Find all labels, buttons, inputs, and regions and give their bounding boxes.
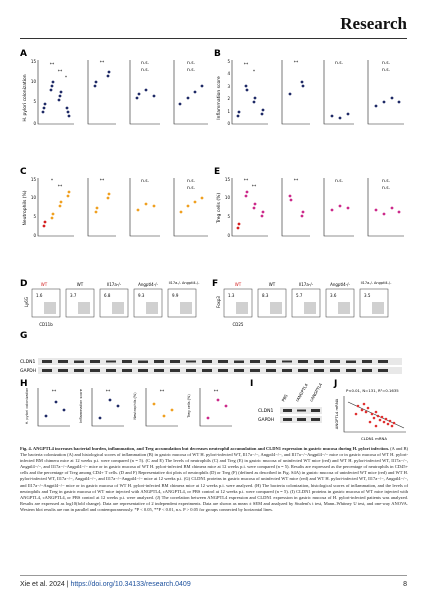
svg-text:Angptl4-/-: Angptl4-/-: [330, 282, 350, 287]
panel-c-sig: [51, 178, 195, 191]
svg-text:*: *: [50, 179, 54, 184]
panel-d: [20, 279, 200, 327]
blot-row-label: CLDN1: [258, 409, 274, 414]
svg-text:5: 5: [33, 214, 36, 219]
svg-text:Il17a-/-: Il17a-/-: [298, 282, 314, 287]
svg-text:**: **: [57, 70, 63, 75]
svg-text:**: **: [293, 179, 299, 184]
panel-letter: F: [212, 279, 219, 289]
blot-row-label: CLDN1: [20, 360, 36, 365]
footer-citation: [20, 581, 191, 588]
doi-link[interactable]: https://doi.org/10.34133/research.0409: [70, 581, 191, 588]
svg-text:*: *: [252, 70, 256, 75]
svg-text:15: 15: [224, 177, 230, 182]
svg-text:9.3: 9.3: [138, 293, 145, 298]
svg-text:n.s.: n.s.: [381, 68, 391, 73]
panel-letter: D: [20, 279, 28, 289]
svg-text:3: 3: [227, 84, 230, 89]
blot-row-label: GAPDH: [258, 418, 275, 423]
figure-4: [18, 46, 410, 441]
svg-text:n.s.: n.s.: [186, 179, 196, 184]
caption-body: (A and B) The bacteria colonization (A) and histological scores of inflammation (B) in gastric mucosa of WT H. pylori-infected WT, Il17a−/−, Angptl4−/−, and Il17a−/−Angptl4−/− mice or in gastric mucosa of WT H. pylori-infected BM chimera mice at 12 weeks p.i. were compared (n = 5). (C and E) The levels of neutrophils (C) and Treg (E) in gastric mucosa of uninfected WT mice (red) and WT H. pylori-infected WT, Il17a−/−, Angptl4−/−, and Il17a−/−Angptl4−/− mice or in gastric mucosa of WT H. pylori-infected BM chimera mice at 12 weeks p.i. were compared (n = 5). Results are expressed as the percentage of neutrophils in CD45+ cells and the percentage of Treg among CD4+ T cells. (D and F) Representative dot plots of neutrophils (D) or Treg (F) (defined as described in Fig. S4A) in gastric mucosa of uninfected WT mice (red) and WT H. pylori-infected WT, Il17a−/−, Angptl4−/−, and Il17a−/−Angptl4−/− mice at 12 weeks p.i. (G) CLDN1 proteins in gastric mucosa of uninfected WT mice (red) and WT H. pylori-infected WT, Il17a−/−, Angptl4−/−, and Il17a−/−Angptl4−/− mice or in gastric mucosa of WT H. pylori-infected BM chimera mice at 12 weeks p.i. were analyzed. (H) The bacteria colonization, histological scores of inflammation, and the levels of neutrophils and Treg in gastric mucosa of WT mice injected with ANGPTL4, cANGPTL4, or PBS control at 12 weeks p.i. were compared (n = 5). (I) CLDN1 proteins in gastric mucosa of WT mice injected with ANGPTL4, cANGPTL4, or PBS control at 12 weeks p.i. were analyzed. (J) The correlation between ANGPTL4 expression and CLDN1 expression in gastric mucosa of H. pylori-infected patients was analyzed. Results are expressed as log10(fold change). Data are representative of 2 independent experiments. Data are shown as mean ± SEM and analyzed by Student's t test, Mann–Whitney U test, and one-way ANOVA. Western blot results are run in parallel and contemporaneously. *P < 0.05, **P < 0.01, n.s. P > 0.05 for groups connected by horizontal lines.: [20, 446, 409, 512]
svg-text:n.s.: n.s.: [381, 186, 391, 191]
svg-text:1.6: 1.6: [36, 293, 43, 298]
axis-label: CD11b: [39, 322, 53, 327]
svg-text:n.s.: n.s.: [140, 61, 150, 66]
flow-plot: [32, 282, 60, 317]
panel-letter: E: [214, 167, 221, 177]
footer-authors: Xie et al. 2024 |: [20, 581, 71, 588]
svg-text:15: 15: [30, 59, 36, 64]
panel-b: [214, 49, 404, 126]
svg-text:n.s.: n.s.: [140, 179, 150, 184]
svg-text:**: **: [99, 61, 105, 66]
svg-text:**: **: [99, 179, 105, 184]
axis-label: H. pylori colonization: [23, 74, 28, 122]
svg-text:6.8: 6.8: [104, 293, 111, 298]
svg-text:0: 0: [33, 233, 36, 238]
svg-text:10: 10: [30, 79, 36, 84]
panel-e-dots: [237, 191, 401, 230]
panel-c-dots: [43, 191, 204, 228]
flow-plot: [134, 282, 162, 317]
panel-letter: A: [20, 49, 27, 59]
axis-label: Neutrophils (%): [133, 392, 137, 420]
panel-a-axes: [38, 60, 208, 124]
panel-b-ticks: [227, 59, 230, 126]
flow-plot: [360, 281, 392, 317]
scatter-points: [355, 403, 396, 428]
svg-text:Angptl4-/-: Angptl4-/-: [138, 282, 158, 287]
svg-text:**: **: [243, 63, 249, 68]
svg-text:15: 15: [30, 177, 36, 182]
panel-letter: I: [250, 379, 254, 389]
panel-b-dots: [237, 81, 401, 120]
footer-divider: [20, 575, 407, 576]
panel-c-ticks: [31, 177, 37, 238]
svg-text:n.s.: n.s.: [140, 68, 150, 73]
axis-label: Treg cells (%): [217, 192, 222, 224]
svg-text:**: **: [49, 63, 55, 68]
panel-b-axes: [232, 60, 404, 124]
svg-text:2: 2: [227, 96, 230, 101]
panel-c: [20, 167, 208, 238]
svg-text:**: **: [213, 390, 219, 395]
panel-j: [333, 379, 406, 441]
svg-text:8.3: 8.3: [262, 293, 269, 298]
svg-text:1: 1: [227, 109, 230, 114]
svg-text:**: **: [243, 179, 249, 184]
flow-plot: [224, 282, 252, 317]
svg-text:WT: WT: [40, 282, 48, 287]
panel-e: [214, 167, 404, 238]
svg-text:10: 10: [30, 195, 36, 200]
axis-label: CLDN1 mRNA: [361, 436, 387, 441]
axis-label: Ly6G: [24, 297, 29, 307]
blot-lane-label: cANGPTL4: [308, 382, 324, 403]
svg-text:5.7: 5.7: [296, 293, 303, 298]
svg-text:**: **: [51, 390, 57, 395]
blot-lane-label: rANGPTL4: [294, 382, 309, 403]
svg-text:5: 5: [227, 214, 230, 219]
svg-text:4: 4: [227, 71, 230, 76]
svg-text:3.6: 3.6: [330, 293, 337, 298]
axis-label: Neutrophils (%): [23, 190, 28, 226]
panel-f: [212, 279, 392, 327]
axis-label: ANGPTL4 mRNA: [334, 398, 339, 430]
panel-a: [20, 49, 208, 126]
svg-text:Il17a-/- Angptl4-/-: Il17a-/- Angptl4-/-: [360, 281, 392, 285]
svg-text:9.9: 9.9: [172, 293, 179, 298]
panel-h: [20, 379, 232, 426]
svg-text:n.s.: n.s.: [381, 179, 391, 184]
svg-text:**: **: [293, 61, 299, 66]
svg-text:*: *: [64, 76, 68, 81]
panel-i: [250, 379, 323, 423]
page-number: 8: [403, 581, 407, 588]
journal-title: Research: [340, 14, 407, 33]
flow-plot: [326, 282, 354, 317]
svg-text:Il17a-/-: Il17a-/-: [106, 282, 122, 287]
svg-text:n.s.: n.s.: [334, 179, 344, 184]
stat-text: P<0.01, N=131, R²=0.1635: [346, 388, 399, 393]
axis-label: Foxp3: [216, 296, 221, 308]
svg-text:1.3: 1.3: [228, 293, 235, 298]
flow-plot: [168, 281, 200, 317]
svg-text:**: **: [159, 390, 165, 395]
svg-text:0: 0: [227, 233, 230, 238]
svg-text:5: 5: [227, 59, 230, 64]
panel-letter: H: [20, 379, 28, 389]
svg-text:n.s.: n.s.: [186, 68, 196, 73]
blot-lane-label: PBS: [280, 393, 289, 403]
flow-plot: [100, 282, 128, 317]
axis-label: CD25: [232, 322, 244, 327]
svg-text:n.s.: n.s.: [381, 61, 391, 66]
flow-plot: [258, 282, 286, 317]
blot-row-label: GAPDH: [20, 369, 37, 374]
svg-text:5: 5: [33, 99, 36, 104]
svg-text:n.s.: n.s.: [186, 186, 196, 191]
header-divider: [20, 38, 407, 39]
svg-text:n.s.: n.s.: [186, 61, 196, 66]
svg-text:WT: WT: [268, 282, 276, 287]
svg-text:n.s.: n.s.: [334, 61, 344, 66]
svg-text:3.7: 3.7: [70, 293, 77, 298]
panel-letter: G: [20, 331, 28, 341]
axis-label: Inflammation score: [217, 76, 222, 120]
panel-letter: C: [20, 167, 27, 177]
svg-text:**: **: [105, 390, 111, 395]
axis-label: Treg cells (%): [187, 394, 191, 418]
axis-label: H. pylori colonization: [25, 387, 29, 425]
svg-text:3.5: 3.5: [364, 293, 371, 298]
svg-text:Il17a-/- Angptl4-/-: Il17a-/- Angptl4-/-: [168, 281, 200, 285]
flow-plot: [66, 282, 94, 317]
flow-plot: [292, 282, 320, 317]
svg-text:**: **: [57, 185, 63, 190]
panel-letter: J: [334, 379, 338, 389]
svg-text:WT: WT: [234, 282, 242, 287]
blot-bands: [283, 409, 320, 421]
svg-text:0: 0: [33, 121, 36, 126]
panel-e-axes: [232, 178, 404, 236]
caption-lead: Fig. 4. ANGPTL4 increases bacterial burden, inflammation, and Treg accumulation but decreases neutrophil accumulation and CLDN1 expression in gastric mucosa during H. pylori infection.: [20, 446, 389, 451]
panel-e-ticks: [225, 177, 231, 238]
panel-letter: B: [214, 49, 221, 59]
panel-a-ticks: [31, 59, 37, 126]
figure-caption: [20, 446, 408, 513]
panel-c-axes: [38, 178, 208, 236]
svg-text:WT: WT: [76, 282, 84, 287]
axis-label: Inflammation score: [79, 389, 83, 423]
svg-text:**: **: [251, 185, 257, 190]
panel-a-sig: [50, 60, 195, 81]
panel-g: [20, 331, 402, 374]
svg-text:0: 0: [227, 121, 230, 126]
svg-text:10: 10: [224, 195, 230, 200]
